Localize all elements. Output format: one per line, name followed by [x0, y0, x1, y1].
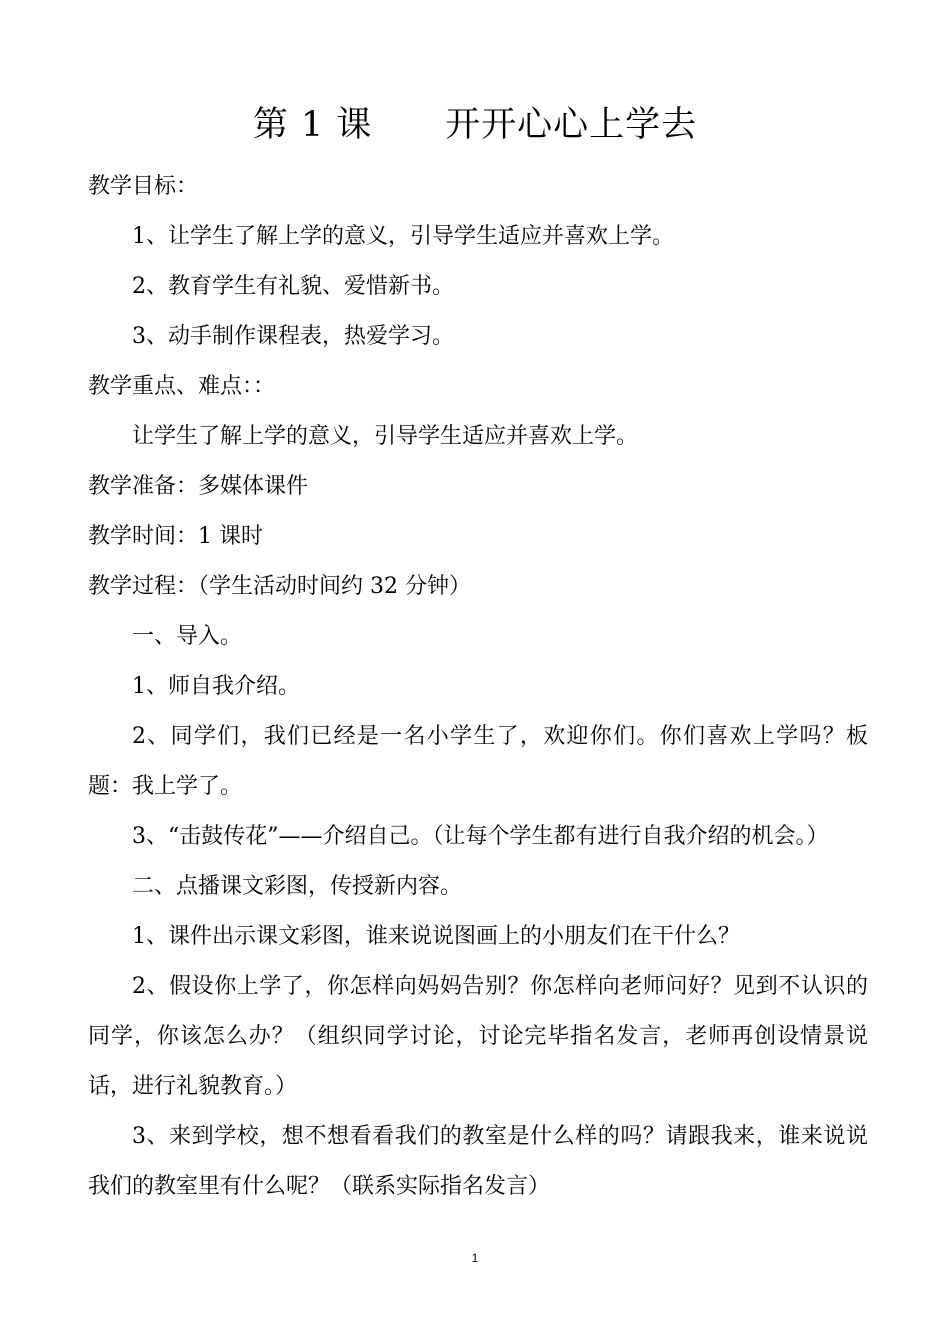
objective-item: 2、教育学生有礼貌、爱惜新书。 [132, 274, 454, 299]
process-step-heading: 一、导入。 [132, 624, 243, 649]
objective-item: 1、让学生了解上学的意义，引导学生适应并喜欢上学。 [132, 224, 674, 249]
lesson-title: 第 1 课 开开心心上学去 [252, 105, 698, 145]
key-point-text: 让学生了解上学的意义，引导学生适应并喜欢上学。 [132, 424, 639, 449]
process-step-heading: 二、点播课文彩图，传授新内容。 [132, 874, 463, 899]
process-step-item: 1、师自我介绍。 [132, 674, 300, 699]
process-step-item: 2、同学们，我们已经是一名小学生了，欢迎你们。你们喜欢上学吗？板题：我上学了。 [88, 724, 868, 799]
process-step-item: 2、假设你上学了，你怎样向妈妈告别？你怎样向老师问好？见到不认识的同学，你该怎么办？（组织同学讨论，讨论完毕指名发言，老师再创设情景说话，进行礼貌教育。） [88, 974, 868, 1099]
lesson-body [88, 162, 868, 1212]
teaching-time: 教学时间：1 课时 [88, 524, 263, 549]
process-step-item: 3、“击鼓传花”——介绍自己。（让每个学生都有进行自我介绍的机会。） [132, 824, 829, 849]
process-step-item: 1、课件出示课文彩图，谁来说说图画上的小朋友们在干什么？ [132, 924, 740, 949]
process-step-item: 3、来到学校，想不想看看我们的教室是什么样的吗？请跟我来，谁来说说我们的教室里有什么呢？（联系实际指名发言） [88, 1124, 868, 1199]
section-heading-process: 教学过程：（学生活动时间约 32 分钟） [88, 574, 471, 599]
section-heading-objectives: 教学目标： [88, 174, 199, 199]
section-heading-key-points: 教学重点、难点：： [88, 374, 276, 399]
objective-item: 3、动手制作课程表，热爱学习。 [132, 324, 454, 349]
teaching-preparation: 教学准备：多媒体课件 [88, 474, 309, 499]
page-number: 1 [471, 1251, 479, 1265]
